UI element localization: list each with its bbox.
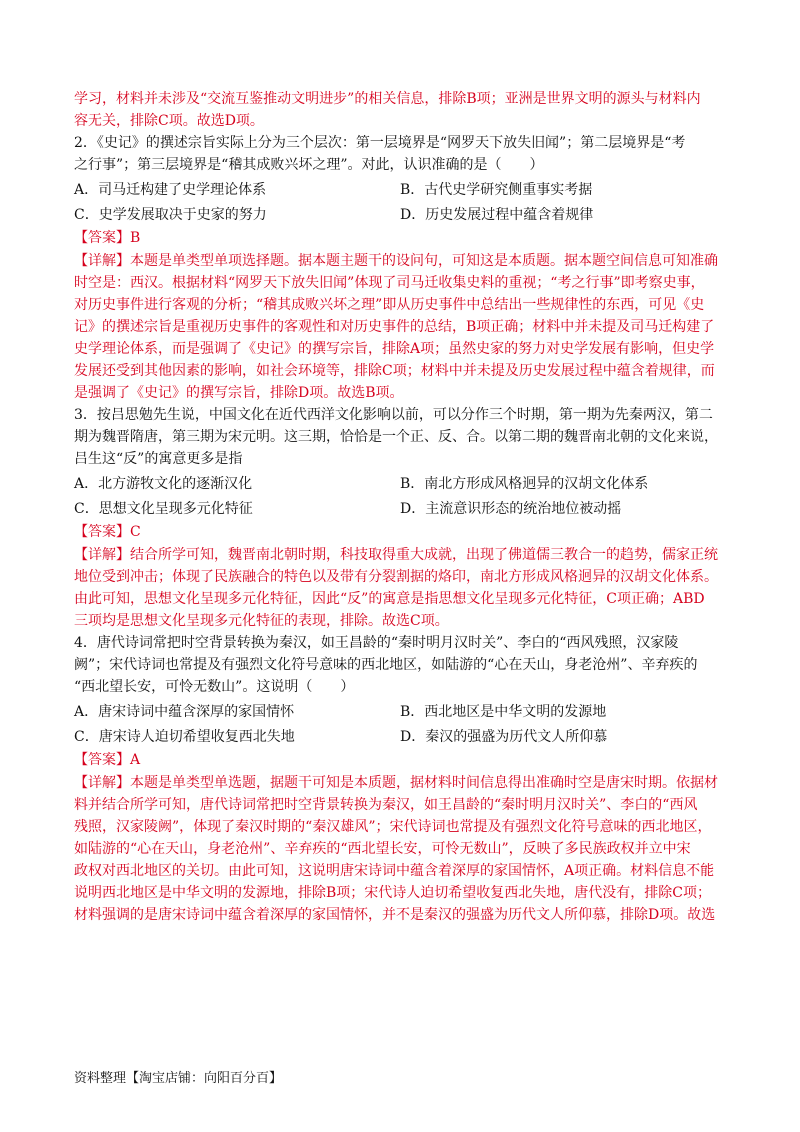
explanation-line: 【详解】结合所学可知，魏晋南北朝时期，科技取得重大成就，出现了佛道儒三教合一的趋势，儒家正统 (74, 547, 718, 563)
question-stem-line: 4．唐代诗词常把时空背景转换为秦汉，如王昌龄的“秦时明月汉时关”、李白的“西风残照，汉家陵 (74, 635, 679, 651)
explanation-line: 时空是：西汉。根据材料“网罗天下放失旧闻”体现了司马迁收集史料的重视；“考之行事”即考察史事， (74, 275, 705, 291)
answer-label: 【答案】A (74, 752, 141, 768)
explanation-line: 地位受到冲击；体现了民族融合的特色以及带有分裂割据的烙印，南北方形成风格迥异的汉胡文化体系。 (74, 569, 718, 585)
option-b: B．南北方形成风格迥异的汉胡文化体系 (400, 475, 649, 492)
explanation-line: 由此可知，思想文化呈现多元化特征，因此“反”的寓意是指思想文化呈现多元化特征，C项正确；ABD (74, 591, 705, 607)
question-stem-line: 阙”；宋代诗词也常提及有强烈文化符号意味的西北地区，如陆游的“心在天山，身老沧州”、辛弃疾的 (74, 657, 698, 673)
text-line: 容无关，排除C项。故选D项。 (74, 113, 264, 129)
option-d: D．历史发展过程中蕴含着规律 (400, 206, 594, 223)
option-a: A．北方游牧文化的逐渐汉化 (74, 475, 253, 492)
explanation-line: 政权对西北地区的关切。由此可知，这说明唐宋诗词中蕴含着深厚的家国情怀，A项正确。材料信息不能 (74, 863, 715, 879)
question-4 (74, 632, 726, 926)
question-stem-line: 3．按吕思勉先生说，中国文化在近代西洋文化影响以前，可以分作三个时期，第一期为先秦两汉，第二 (74, 407, 713, 423)
explanation (74, 772, 726, 926)
answer-label: 【答案】B (74, 230, 141, 246)
explanation-line: 对历史事件进行客观的分析；“稽其成败兴坏之理”即从历史事件中总结出一些规律性的东西，可见《史 (74, 297, 705, 313)
option-b: B．古代史学研究侧重事实考据 (400, 181, 593, 198)
explanation-line: 【详解】本题是单类型单选题，据题干可知是本质题，据材料时间信息得出准确时空是唐宋时期。依据材 (74, 775, 718, 791)
option-d: D．主流意识形态的统治地位被动摇 (400, 500, 622, 517)
explanation-line: 记》的撰述宗旨是重视历史事件的客观性和对历史事件的总结，B项正确；材料中并未提及司马迁构建了 (74, 319, 715, 335)
explanation (74, 544, 726, 632)
option-c: C．思想文化呈现多元化特征 (74, 500, 253, 517)
option-c: C．唐宋诗人迫切希望收复西北失地 (74, 728, 295, 745)
explanation-line: 如陆游的“心在天山，身老沧州”、辛弃疾的“西北望长安，可怜无数山”，反映了多民族政权并立中宋 (74, 841, 691, 857)
explanation-line: 【详解】本题是单类型单项选择题。据本题主题干的设问句，可知这是本质题。据本题空间信息可知准确 (74, 253, 718, 269)
option-b: B．西北地区是中华文明的发源地 (400, 703, 607, 720)
explanation-line: 史学理论体系，而是强调了《史记》的撰写宗旨，排除A项；虽然史家的努力对史学发展有影响，但史学 (74, 341, 715, 357)
explanation-line: 发展还受到其他因素的影响，如社会环境等，排除C项；材料中并未提及历史发展过程中蕴含着规律，而 (74, 363, 715, 379)
options-row (74, 470, 726, 495)
explanation-line: 料并结合所学可知，唐代诗词常把时空背景转换为秦汉，如王昌龄的“秦时明月汉时关”、李白的“西风 (74, 797, 698, 813)
question-stem-line: 2．《史记》的撰述宗旨实际上分为三个层次：第一层境界是“网罗天下放失旧闻”；第二层境界是“考 (74, 135, 686, 151)
option-d: D．秦汉的强盛为历代文人所仰慕 (400, 728, 608, 745)
question-stem-line: 之行事”；第三层境界是“稽其成败兴坏之理”。对此，认识准确的是（ ） (74, 157, 544, 173)
options-row (74, 723, 726, 748)
explanation-line: 是强调了《史记》的撰写宗旨，排除D项。故选B项。 (74, 385, 404, 401)
explanation (74, 250, 726, 404)
page-footer: 资料整理【淘宝店铺：向阳百分百】 (74, 1071, 283, 1086)
options-row (74, 201, 726, 226)
option-c: C．史学发展取决于史家的努力 (74, 206, 267, 223)
explanation-line: 材料强调的是唐宋诗词中蕴含着深厚的家国情怀，并不是秦汉的强盛为历代文人所仰慕，排除D项。故选 (74, 907, 716, 923)
explanation-line: 残照，汉家陵阙”，体现了秦汉时期的“秦汉雄风”；宋代诗词也常提及有强烈文化符号意味的西北地区， (74, 819, 712, 835)
document-page (74, 88, 726, 926)
options-row (74, 495, 726, 520)
question-stem-line: 期为魏晋隋唐，第三期为宋元明。这三期，恰恰是一个正、反、合。以第二期的魏晋南北朝的文化来说， (74, 429, 718, 445)
option-a: A．司马迁构建了史学理论体系 (74, 181, 267, 198)
intro-explanation (74, 88, 726, 132)
option-a: A．唐宋诗词中蕴含深厚的家国情怀 (74, 703, 295, 720)
explanation-line: 三项均是思想文化呈现多元化特征的表现，排除。故选C项。 (74, 613, 449, 629)
answer-label: 【答案】C (74, 524, 141, 540)
options-row (74, 698, 726, 723)
options-row (74, 176, 726, 201)
question-2 (74, 132, 726, 404)
text-line: 学习，材料并未涉及“交流互鉴推动文明进步”的相关信息，排除B项；亚洲是世界文明的源头与材料内 (74, 91, 701, 107)
question-3 (74, 404, 726, 632)
question-stem-line: “西北望长安，可怜无数山”。这说明（ ） (74, 679, 355, 695)
explanation-line: 说明西北地区是中华文明的发源地，排除B项；宋代诗人迫切希望收复西北失地，唐代没有，排除C项； (74, 885, 711, 901)
question-stem-line: 吕生这“反”的寓意更多是指 (74, 451, 243, 467)
